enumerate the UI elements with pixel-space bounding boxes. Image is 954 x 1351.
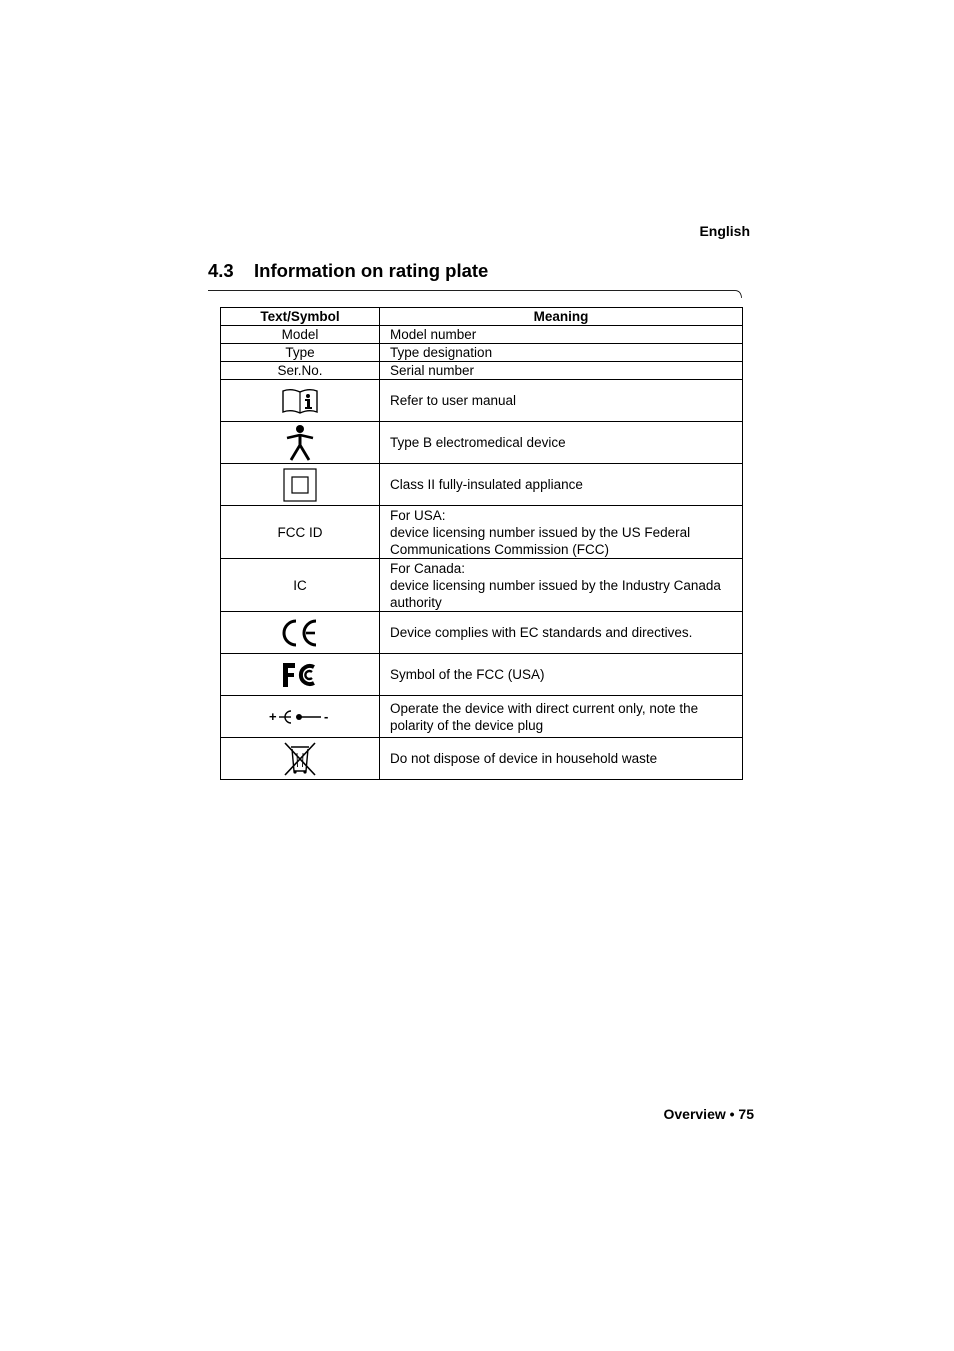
table-row <box>221 696 743 738</box>
class-ii-double-square-icon <box>283 468 317 502</box>
type-b-body-icon <box>285 424 315 462</box>
meaning-cell: Do not dispose of device in household waste <box>380 738 743 780</box>
table-row <box>221 506 743 559</box>
dc-polarity-icon <box>269 708 331 726</box>
polarity-minus-label: - <box>324 708 329 724</box>
table-row <box>221 612 743 654</box>
meaning-cell: Class II fully-insulated appliance <box>380 464 743 506</box>
meaning-cell: Refer to user manual <box>380 380 743 422</box>
rating-plate-table <box>220 307 743 780</box>
table-row <box>221 344 743 362</box>
meaning-cell: Model number <box>380 326 743 344</box>
meaning-line: For USA: <box>390 507 446 523</box>
meaning-cell: Operate the device with direct current only, note the polarity of the device plug <box>380 696 743 738</box>
fcc-logo-icon <box>281 661 319 689</box>
meaning-cell <box>380 559 743 612</box>
meaning-cell: Symbol of the FCC (USA) <box>380 654 743 696</box>
table-row <box>221 422 743 464</box>
table-header-row <box>221 308 743 326</box>
symbol-cell: FCC ID <box>221 506 380 559</box>
heading-rule <box>208 290 742 300</box>
symbol-cell <box>221 464 380 506</box>
symbol-cell <box>221 422 380 464</box>
symbol-cell: IC <box>221 559 380 612</box>
table-row <box>221 654 743 696</box>
symbol-cell: Type <box>221 344 380 362</box>
meaning-line: device licensing number issued by the Industry Canada authority <box>390 577 721 610</box>
crossed-bin-icon <box>282 741 318 777</box>
symbol-cell <box>221 738 380 780</box>
symbol-cell <box>221 612 380 654</box>
meaning-line: device licensing number issued by the US Federal Communications Commission (FCC) <box>390 524 691 557</box>
symbol-cell <box>221 696 380 738</box>
symbol-cell: Ser.No. <box>221 362 380 380</box>
table-row <box>221 380 743 422</box>
section-title: Information on rating plate <box>254 260 489 281</box>
meaning-cell <box>380 506 743 559</box>
table-row <box>221 362 743 380</box>
meaning-cell: Type designation <box>380 344 743 362</box>
meaning-cell: Device complies with EC standards and directives. <box>380 612 743 654</box>
symbol-cell <box>221 380 380 422</box>
ce-mark-icon <box>280 618 320 648</box>
table-row <box>221 464 743 506</box>
symbol-cell: Model <box>221 326 380 344</box>
section-number: 4.3 <box>208 260 234 281</box>
column-header-meaning: Meaning <box>380 308 743 326</box>
column-header-symbol: Text/Symbol <box>221 308 380 326</box>
table-row <box>221 559 743 612</box>
polarity-plus-label: + <box>269 708 277 724</box>
language-label: English <box>699 223 750 239</box>
meaning-cell: Type B electromedical device <box>380 422 743 464</box>
symbol-cell <box>221 654 380 696</box>
table-row <box>221 326 743 344</box>
meaning-cell: Serial number <box>380 362 743 380</box>
page-footer: Overview • 75 <box>663 1106 754 1122</box>
table-row <box>221 738 743 780</box>
user-manual-icon <box>281 387 319 415</box>
section-heading <box>208 260 488 282</box>
meaning-line: For Canada: <box>390 560 466 576</box>
